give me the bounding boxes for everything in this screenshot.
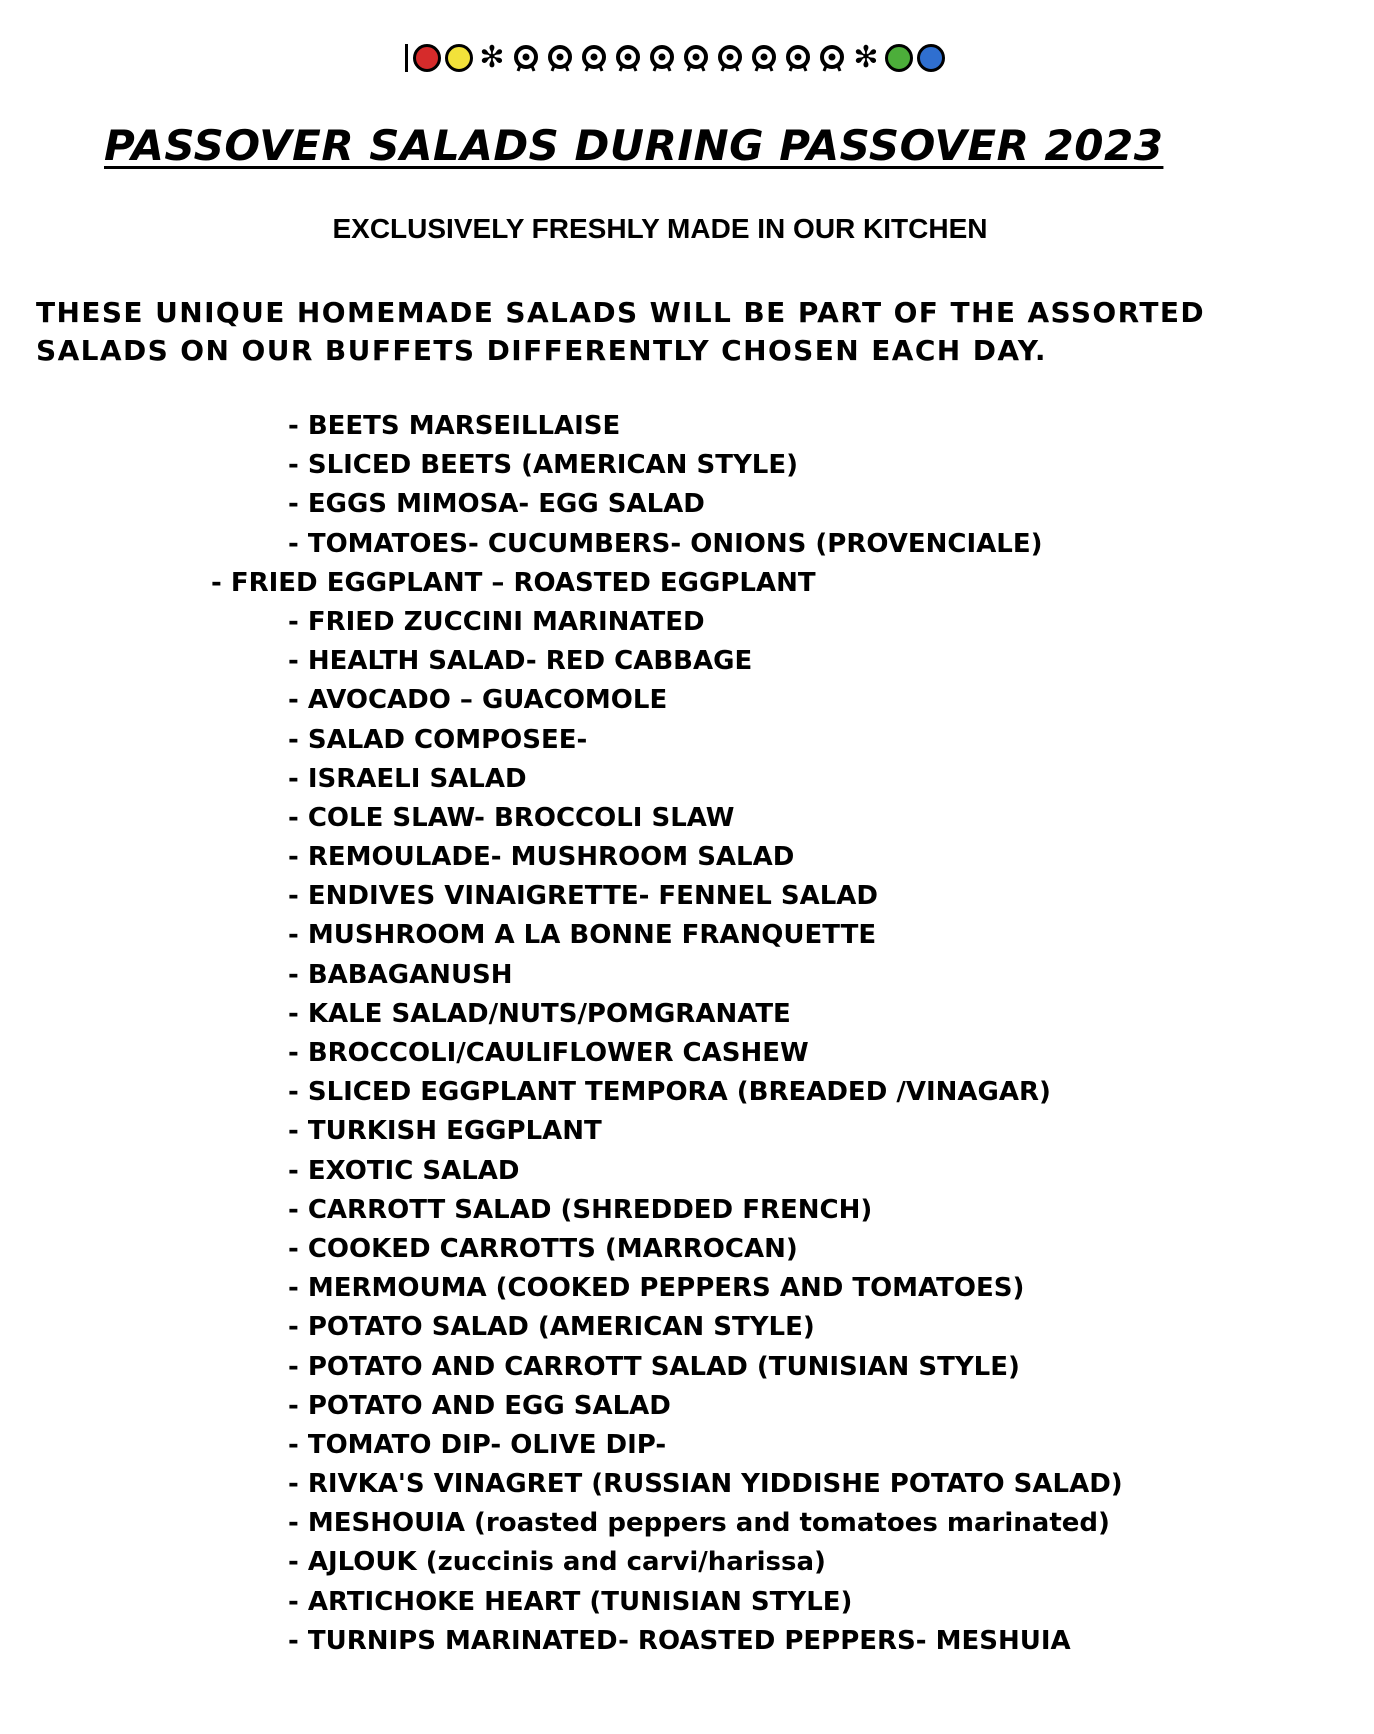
yellow-circle-icon <box>445 44 473 72</box>
list-item: - POTATO AND CARROTT SALAD (TUNISIAN STYLE) <box>288 1351 1020 1382</box>
list-item: - POTATO SALAD (AMERICAN STYLE) <box>288 1312 815 1343</box>
list-item: - TURKISH EGGPLANT <box>288 1116 602 1147</box>
list-item: - BABAGANUSH <box>288 959 513 990</box>
list-item: - ARTICHOKE HEART (TUNISIAN STYLE) <box>288 1586 853 1617</box>
list-item: - RIVKA'S VINAGRET (RUSSIAN YIDDISHE POTATO SALAD) <box>288 1469 1123 1500</box>
green-circle-icon <box>885 44 913 72</box>
list-item: - TOMATOES- CUCUMBERS- ONIONS (PROVENCIALE) <box>288 528 1043 559</box>
decorative-border <box>405 40 945 76</box>
intro-paragraph <box>36 294 1336 370</box>
swirl-icon <box>783 43 813 73</box>
swirl-icon <box>545 43 575 73</box>
list-item: - TOMATO DIP- OLIVE DIP- <box>288 1429 667 1460</box>
list-item: - POTATO AND EGG SALAD <box>288 1390 671 1421</box>
list-item: - SLICED EGGPLANT TEMPORA (BREADED /VINAGAR) <box>288 1077 1051 1108</box>
list-item: - CARROTT SALAD (SHREDDED FRENCH) <box>288 1194 873 1225</box>
list-item: - ISRAELI SALAD <box>288 763 527 794</box>
list-item: - ENDIVES VINAIGRETTE- FENNEL SALAD <box>288 881 878 912</box>
swirl-icon <box>613 43 643 73</box>
list-item: - FRIED ZUCCINI MARINATED <box>288 606 705 637</box>
subtitle: EXCLUSIVELY FRESHLY MADE IN OUR KITCHEN <box>332 213 988 244</box>
list-item: - HEALTH SALAD- RED CABBAGE <box>288 646 753 677</box>
list-item: - EXOTIC SALAD <box>288 1155 520 1186</box>
salad-list <box>0 407 1374 1661</box>
flower-icon: ✻ <box>479 40 505 75</box>
list-item: - MUSHROOM A LA BONNE FRANQUETTE <box>288 920 877 951</box>
border-bar <box>405 44 408 72</box>
list-item: - FRIED EGGPLANT – ROASTED EGGPLANT <box>211 567 816 598</box>
list-item: - MESHOUIA (roasted peppers and tomatoes marinated) <box>288 1508 1110 1539</box>
list-item: - MERMOUMA (COOKED PEPPERS AND TOMATOES) <box>288 1273 1025 1304</box>
list-item: - BEETS MARSEILLAISE <box>288 411 621 441</box>
intro-line: SALADS ON OUR BUFFETS DIFFERENTLY CHOSEN EACH DAY. <box>36 334 1047 367</box>
list-item: - AVOCADO – GUACOMOLE <box>288 685 668 716</box>
blue-circle-icon <box>917 44 945 72</box>
list-item: - SALAD COMPOSEE- <box>288 724 588 755</box>
list-item: - COOKED CARROTTS (MARROCAN) <box>288 1233 798 1264</box>
swirl-icon <box>715 43 745 73</box>
list-item: - AJLOUK (zuccinis and carvi/harissa) <box>288 1547 826 1578</box>
swirl-icon <box>579 43 609 73</box>
intro-line: THESE UNIQUE HOMEMADE SALADS WILL BE PART OF THE ASSORTED <box>36 296 1206 329</box>
flower-icon: ✻ <box>853 40 879 75</box>
list-item: - TURNIPS MARINATED- ROASTED PEPPERS- MESHUIA <box>288 1625 1071 1656</box>
red-circle-icon <box>413 44 441 72</box>
list-item: - REMOULADE- MUSHROOM SALAD <box>288 842 795 873</box>
page-title: PASSOVER SALADS DURING PASSOVER 2023 <box>104 121 1164 170</box>
list-item: - KALE SALAD/NUTS/POMGRANATE <box>288 998 791 1029</box>
list-item: - COLE SLAW- BROCCOLI SLAW <box>288 802 735 833</box>
list-item: - SLICED BEETS (AMERICAN STYLE) <box>288 450 798 481</box>
swirl-icon <box>749 43 779 73</box>
list-item: - EGGS MIMOSA- EGG SALAD <box>288 489 705 520</box>
swirl-icon <box>817 43 847 73</box>
swirl-icon <box>681 43 711 73</box>
swirl-icon <box>511 43 541 73</box>
swirl-icon <box>647 43 677 73</box>
list-item: - BROCCOLI/CAULIFLOWER CASHEW <box>288 1038 809 1068</box>
